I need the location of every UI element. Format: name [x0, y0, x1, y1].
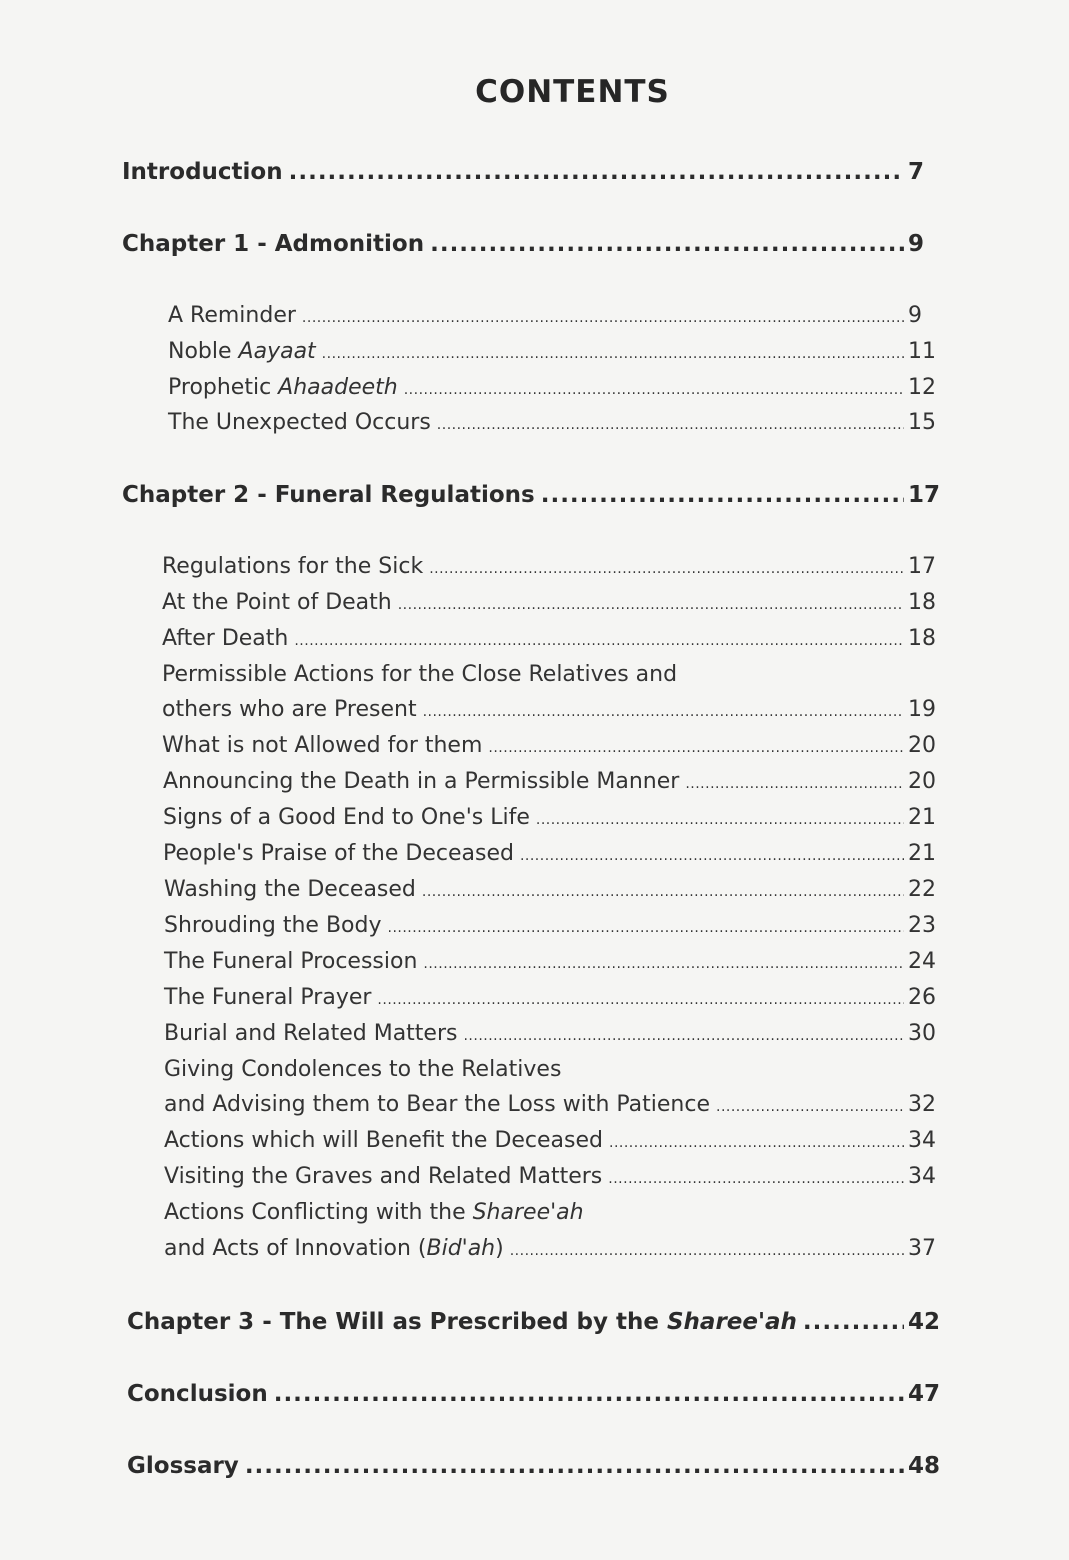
toc-section-entry	[164, 1124, 940, 1158]
page-number: 21	[908, 805, 936, 830]
page-number: 24	[908, 949, 936, 974]
entry-title	[164, 873, 416, 907]
toc-section-entry	[164, 1053, 940, 1087]
entry-title-part: People's Praise of the Deceased	[163, 841, 514, 866]
page-number: 23	[908, 913, 936, 938]
dot-leader	[274, 1377, 904, 1411]
dot-leader	[423, 695, 904, 729]
page-number: 17	[907, 482, 940, 508]
entry-title	[164, 1017, 457, 1051]
dot-leader	[294, 624, 904, 658]
entry-title-part: At the Point of Death	[162, 590, 392, 615]
entry-title-italic-part: Sharee'ah	[666, 1309, 797, 1335]
toc-section-entry	[162, 693, 940, 727]
page-number: 20	[908, 769, 936, 794]
page-number: 20	[908, 733, 936, 758]
dot-leader	[388, 911, 905, 945]
entry-title	[127, 1377, 268, 1411]
toc-section-entry	[162, 658, 940, 692]
page-number: 11	[908, 339, 936, 364]
page-number: 19	[908, 697, 936, 722]
dot-leader	[322, 337, 904, 371]
page-number: 47	[907, 1381, 940, 1407]
dot-leader	[377, 983, 904, 1017]
dot-leader	[429, 552, 904, 586]
toc-chapter-entry	[122, 478, 940, 512]
entry-title-part: Chapter 1 - Admonition	[122, 231, 425, 257]
toc-section-entry	[168, 299, 940, 333]
entry-title-part: and Acts of Innovation (	[164, 1236, 427, 1261]
dot-leader	[404, 373, 904, 407]
entry-title	[122, 478, 535, 512]
entry-title	[164, 909, 382, 943]
entry-title	[122, 155, 283, 189]
dot-leader	[430, 227, 904, 261]
toc-section-entry	[162, 729, 940, 763]
toc-section-entry	[168, 371, 940, 405]
toc-chapter-entry	[122, 155, 940, 189]
entry-title	[127, 1305, 797, 1339]
dot-leader	[463, 1019, 904, 1053]
dot-leader	[520, 839, 904, 873]
entry-title-part: After Death	[162, 626, 289, 651]
toc-section-entry	[164, 981, 940, 1015]
page-number: 37	[908, 1236, 936, 1261]
page-number: 22	[908, 877, 936, 902]
page-number: 15	[908, 410, 936, 435]
page-number: 18	[908, 590, 936, 615]
entry-title	[163, 801, 530, 835]
page-number: 17	[908, 554, 936, 579]
entry-title-part: Noble	[168, 339, 239, 364]
page-number: 18	[908, 626, 936, 651]
entry-title-part: Visiting the Graves and Related Matters	[164, 1164, 603, 1189]
dot-leader	[609, 1126, 904, 1160]
toc-chapter-entry	[127, 1449, 940, 1483]
page-title: CONTENTS	[475, 74, 670, 110]
toc-section-entry	[164, 1196, 940, 1230]
entry-title	[164, 1196, 584, 1230]
dot-leader	[608, 1162, 904, 1196]
entry-title-part: A Reminder	[168, 303, 296, 328]
entry-title-italic-part: Sharee'ah	[472, 1200, 584, 1225]
page-number: 9	[908, 231, 925, 257]
dot-leader	[685, 767, 904, 801]
page-number: 42	[907, 1309, 940, 1335]
entry-title-part: The Unexpected Occurs	[168, 410, 431, 435]
entry-title-italic-part: Aayaat	[238, 339, 316, 364]
toc-chapter-entry	[127, 1377, 940, 1411]
dot-leader	[423, 947, 904, 981]
entry-title-part: Actions Conflicting with the	[164, 1200, 473, 1225]
entry-title	[164, 1160, 602, 1194]
entry-title-part: Chapter 3 - The Will as Prescribed by the	[127, 1309, 667, 1335]
toc-section-entry	[164, 1232, 940, 1266]
entry-title-part: and Advising them to Bear the Loss with Patience	[164, 1092, 710, 1117]
entry-title	[127, 1449, 239, 1483]
page-number: 21	[908, 841, 936, 866]
entry-title	[162, 622, 288, 656]
entry-title-part: Permissible Actions for the Close Relatives and	[162, 662, 678, 687]
entry-title-part: The Funeral Procession	[164, 949, 418, 974]
page-number: 9	[908, 303, 922, 328]
entry-title	[162, 658, 677, 692]
dot-leader	[245, 1449, 904, 1483]
entry-title-part: )	[495, 1236, 504, 1261]
entry-title	[163, 837, 514, 871]
entry-title-part: Shrouding the Body	[164, 913, 382, 938]
toc-section-entry	[164, 945, 940, 979]
entry-title	[122, 227, 424, 261]
entry-title	[168, 406, 431, 440]
entry-title-part: Conclusion	[127, 1381, 268, 1407]
toc-chapter-entry	[127, 1305, 940, 1339]
toc-chapter-entry	[122, 227, 940, 261]
entry-title-part: Announcing the Death in a Permissible Manner	[163, 769, 680, 794]
dot-leader	[398, 588, 904, 622]
page-number: 48	[907, 1453, 940, 1479]
dot-leader	[437, 408, 904, 442]
dot-leader	[510, 1234, 904, 1268]
toc-section-entry	[163, 801, 940, 835]
entry-title	[164, 1088, 710, 1122]
dot-leader	[716, 1090, 904, 1124]
entry-title-italic-part: Bid'ah	[426, 1236, 496, 1261]
dot-leader	[289, 155, 904, 189]
dot-leader	[422, 875, 904, 909]
entry-title	[162, 586, 392, 620]
entry-title-part: Signs of a Good End to One's Life	[163, 805, 530, 830]
entry-title-part: Giving Condolences to the Relatives	[164, 1057, 562, 1082]
entry-title-part: Chapter 2 - Funeral Regulations	[122, 482, 535, 508]
entry-title	[164, 945, 417, 979]
toc-section-entry	[168, 335, 940, 369]
entry-title	[164, 1232, 504, 1266]
entry-title	[162, 693, 417, 727]
page-number: 26	[908, 985, 936, 1010]
entry-title-part: Prophetic	[168, 375, 279, 400]
toc-section-entry	[162, 550, 940, 584]
page-number: 12	[908, 375, 936, 400]
toc-section-entry	[164, 909, 940, 943]
toc-section-entry	[164, 1160, 940, 1194]
page-number: 7	[908, 159, 925, 185]
dot-leader	[302, 301, 904, 335]
entry-title	[168, 299, 296, 333]
entry-title-part: others who are Present	[162, 697, 417, 722]
entry-title-part: Washing the Deceased	[164, 877, 416, 902]
entry-title-part: Glossary	[127, 1453, 239, 1479]
entry-title-part: Burial and Related Matters	[164, 1021, 458, 1046]
entry-title-part: Regulations for the Sick	[162, 554, 424, 579]
toc-section-entry	[168, 406, 940, 440]
entry-title-part: The Funeral Prayer	[164, 985, 372, 1010]
toc-section-entry	[163, 837, 940, 871]
toc-section-entry	[164, 1017, 940, 1051]
dot-leader	[536, 803, 904, 837]
page-number: 30	[908, 1021, 936, 1046]
toc-section-entry	[163, 765, 940, 799]
page-number: 34	[908, 1164, 936, 1189]
toc-section-entry	[164, 873, 940, 907]
page-number: 32	[908, 1092, 936, 1117]
dot-leader	[541, 478, 904, 512]
entry-title	[164, 1053, 561, 1087]
entry-title	[168, 371, 398, 405]
entry-title	[164, 981, 371, 1015]
entry-title	[163, 765, 679, 799]
entry-title-italic-part: Ahaadeeth	[278, 375, 398, 400]
dot-leader	[803, 1305, 904, 1339]
entry-title	[168, 335, 316, 369]
toc-section-entry	[162, 622, 940, 656]
entry-title-part: Actions which will Benefit the Deceased	[164, 1128, 603, 1153]
entry-title	[164, 1124, 603, 1158]
entry-title	[162, 729, 482, 763]
toc-section-entry	[164, 1088, 940, 1122]
page-number: 34	[908, 1128, 936, 1153]
dot-leader	[488, 731, 904, 765]
entry-title-part: Introduction	[122, 159, 283, 185]
toc-section-entry	[162, 586, 940, 620]
entry-title-part: What is not Allowed for them	[162, 733, 483, 758]
entry-title	[162, 550, 423, 584]
